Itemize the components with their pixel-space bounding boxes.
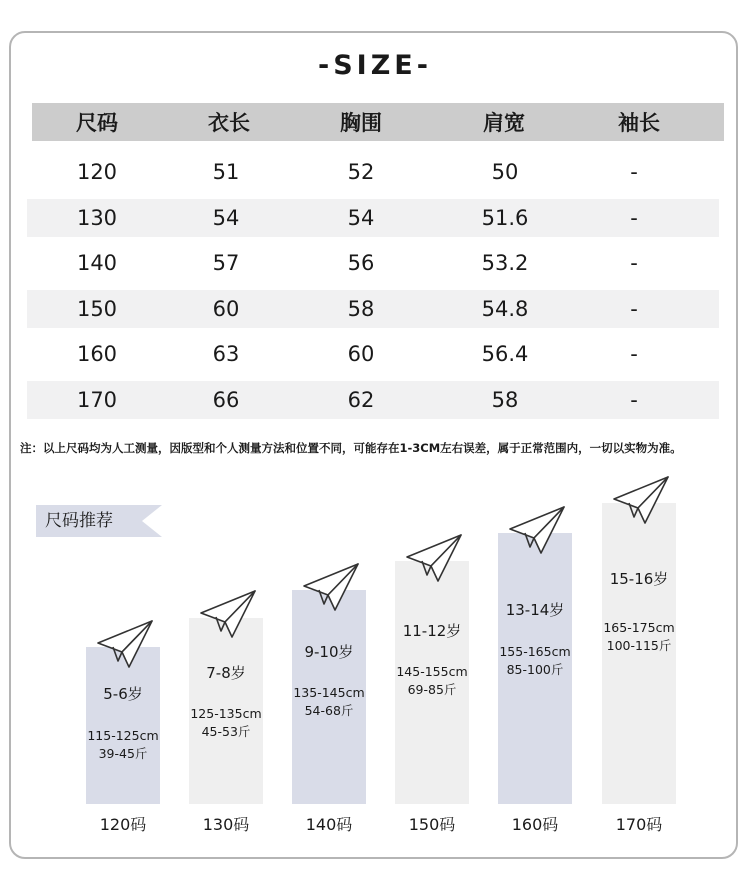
paper-plane-icon bbox=[612, 475, 670, 529]
size-recommend-tag bbox=[36, 505, 162, 537]
height-range: 145-155cm bbox=[396, 664, 468, 679]
table-cell: 60 bbox=[212, 297, 240, 321]
table-cell: 63 bbox=[212, 342, 240, 366]
table-cell: 62 bbox=[347, 388, 375, 412]
table-cell: - bbox=[630, 342, 638, 366]
table-row bbox=[27, 153, 719, 191]
table-cell: 160 bbox=[76, 342, 118, 366]
age-label: 5-6岁 bbox=[103, 685, 143, 703]
size-label: 120码 bbox=[99, 815, 147, 834]
size-label: 130码 bbox=[202, 815, 250, 834]
table-cell: - bbox=[630, 206, 638, 230]
weight-range: 54-68斤 bbox=[304, 703, 354, 718]
size-label: 140码 bbox=[305, 815, 353, 834]
weight-range: 85-100斤 bbox=[506, 662, 564, 677]
table-cell: 54 bbox=[212, 206, 240, 230]
table-cell: 140 bbox=[76, 251, 118, 275]
table-cell: 51 bbox=[212, 160, 240, 184]
age-label: 13-14岁 bbox=[505, 601, 565, 619]
size-label: 170码 bbox=[615, 815, 663, 834]
table-cell: 56 bbox=[347, 251, 375, 275]
table-cell: 56.4 bbox=[481, 342, 529, 366]
height-range: 125-135cm bbox=[190, 706, 262, 721]
age-label: 9-10岁 bbox=[304, 643, 354, 661]
size-recommend-label: 尺码推荐 bbox=[45, 511, 113, 531]
table-row bbox=[27, 199, 719, 237]
table-cell: 51.6 bbox=[481, 206, 529, 230]
table-cell: - bbox=[630, 251, 638, 275]
page-title: -SIZE- bbox=[318, 50, 432, 81]
table-cell: 50 bbox=[491, 160, 519, 184]
table-cell: 58 bbox=[347, 297, 375, 321]
height-range: 135-145cm bbox=[293, 685, 365, 700]
header-size: 尺码 bbox=[76, 111, 118, 135]
age-label: 7-8岁 bbox=[206, 664, 246, 682]
weight-range: 100-115斤 bbox=[606, 638, 672, 653]
paper-plane-icon bbox=[508, 505, 566, 559]
header-shoulder: 肩宽 bbox=[483, 111, 525, 135]
table-cell: - bbox=[630, 388, 638, 412]
age-label: 15-16岁 bbox=[609, 570, 669, 588]
table-row bbox=[27, 381, 719, 419]
table-cell: 150 bbox=[76, 297, 118, 321]
height-range: 115-125cm bbox=[87, 728, 159, 743]
paper-plane-icon bbox=[96, 619, 154, 673]
table-cell: 53.2 bbox=[481, 251, 529, 275]
measurement-note: 注：以上尺码均为人工测量，因版型和个人测量方法和位置不同，可能存在1-3CM左右误差，属于正常范围内，一切以实物为准。 bbox=[20, 441, 682, 455]
header-length: 衣长 bbox=[208, 111, 250, 135]
table-cell: 66 bbox=[212, 388, 240, 412]
table-row bbox=[27, 244, 719, 282]
body-measurements bbox=[574, 619, 704, 655]
table-header bbox=[32, 103, 724, 141]
age-label: 11-12岁 bbox=[402, 622, 462, 640]
weight-range: 69-85斤 bbox=[407, 682, 457, 697]
paper-plane-icon bbox=[199, 589, 257, 643]
height-range: 155-165cm bbox=[499, 644, 571, 659]
table-cell: 130 bbox=[76, 206, 118, 230]
weight-range: 39-45斤 bbox=[98, 746, 148, 761]
table-cell: 170 bbox=[76, 388, 118, 412]
table-row bbox=[27, 335, 719, 373]
weight-range: 45-53斤 bbox=[201, 724, 251, 739]
table-cell: - bbox=[630, 160, 638, 184]
table-cell: 57 bbox=[212, 251, 240, 275]
height-range: 165-175cm bbox=[603, 620, 675, 635]
header-chest: 胸围 bbox=[340, 111, 382, 135]
table-row bbox=[27, 290, 719, 328]
table-cell: - bbox=[630, 297, 638, 321]
size-label: 150码 bbox=[408, 815, 456, 834]
header-sleeve: 袖长 bbox=[618, 111, 660, 135]
table-cell: 120 bbox=[76, 160, 118, 184]
table-cell: 60 bbox=[347, 342, 375, 366]
table-cell: 54.8 bbox=[481, 297, 529, 321]
table-cell: 58 bbox=[491, 388, 519, 412]
paper-plane-icon bbox=[405, 533, 463, 587]
paper-plane-icon bbox=[302, 562, 360, 616]
size-label: 160码 bbox=[511, 815, 559, 834]
table-cell: 52 bbox=[347, 160, 375, 184]
table-cell: 54 bbox=[347, 206, 375, 230]
